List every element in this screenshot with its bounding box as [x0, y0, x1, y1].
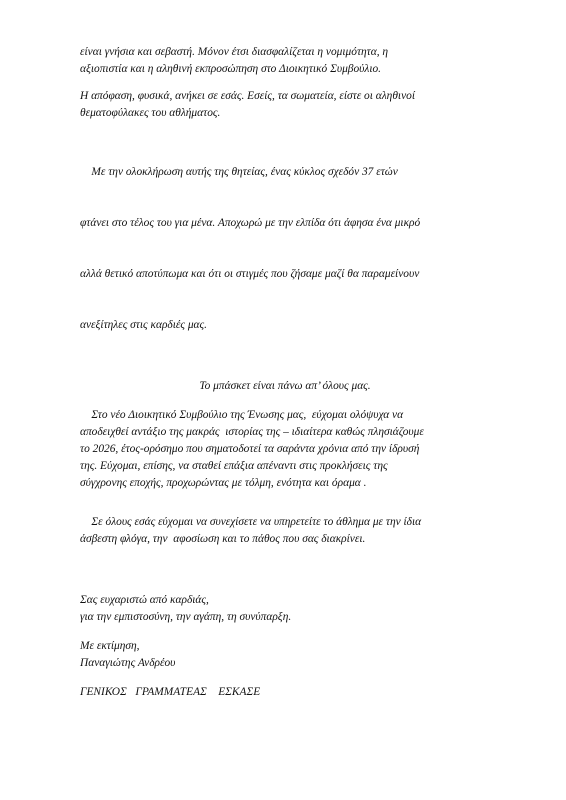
text-line: σύγχρονης εποχής, προχωρώντας με τόλμη, ενότητα και όραμα .	[80, 477, 367, 489]
spacer	[80, 558, 490, 592]
text-line: Στο νέο Διοικητικό Συμβούλιο της Ένωσης μας, εύχομαι ολόψυχα να	[80, 409, 404, 421]
text-line: Η απόφαση, φυσικά, ανήκει σε εσάς. Εσείς, τα σωματεία, είστε οι αληθινοί	[80, 90, 416, 102]
text-line: θεματοφύλακες του αθλήματος.	[80, 107, 221, 119]
text-line: Το μπάσκετ είναι πάνω απ’ όλους μας.	[199, 380, 371, 392]
signature	[80, 638, 490, 672]
thanks	[80, 592, 490, 626]
paragraph-decision	[80, 88, 490, 122]
text-line: αποδειχθεί αντάξιο της μακράς ιστορίας της – ιδιαίτερα καθώς πλησιάζουμε	[80, 426, 424, 438]
text-line: Σε όλους εσάς εύχομαι να συνεχίσετε να υπηρετείτε το άθλημα με την ίδια	[80, 516, 422, 528]
paragraph-motto	[80, 378, 490, 395]
paragraph-wishes	[80, 514, 490, 548]
text-line: της. Εύχομαι, επίσης, να σταθεί επάξια απέναντι στις προκλήσεις της	[80, 460, 388, 472]
text-line: φτάνει στο τέλος του για μένα. Αποχωρώ με την ελπίδα ότι άφησα ένα μικρό	[80, 217, 421, 229]
text-line: αλλά θετικό αποτύπωμα και ότι οι στιγμές που ζήσαμε μαζί θα παραμείνουν	[80, 268, 420, 280]
text-line: είναι γνήσια και σεβαστή. Μόνον έτσι διασφαλίζεται η νομιμότητα, η	[80, 46, 389, 58]
paragraph-new-board	[80, 407, 490, 492]
text-line: το 2026, έτος-ορόσημο που σηματοδοτεί τα σαράντα χρόνια από την ίδρυσή	[80, 443, 420, 455]
signatory-title-block	[80, 684, 490, 701]
text-line: Με την ολοκλήρωση αυτής της θητείας, ένας κύκλος σχεδόν 37 ετών	[80, 166, 398, 178]
letter-page	[80, 44, 490, 711]
signatory-name: Παναγιώτης Ανδρέου	[80, 657, 176, 669]
signatory-title: ΓΕΝΙΚΟΣ ΓΡΑΜΜΑΤΕΑΣ ΕΣΚΑΣΕ	[80, 686, 261, 698]
thanks-line: για την εμπιστοσύνη, την αγάπη, τη συνύπαρξη.	[80, 611, 292, 623]
thanks-line: Σας ευχαριστώ από καρδιάς,	[80, 594, 209, 606]
paragraph-term-completion	[80, 130, 490, 368]
closing-block	[80, 592, 490, 701]
text-line: αξιοπιστία και η αληθινή εκπροσώπηση στο Διοικητικό Συμβούλιο.	[80, 63, 382, 75]
text-line: ανεξίτηλες στις καρδιές μας.	[80, 319, 208, 331]
regards-text: Με εκτίμηση,	[80, 640, 140, 652]
paragraph-legitimacy	[80, 44, 490, 78]
text-line: άσβεστη φλόγα, την αφοσίωση και το πάθος που σας διακρίνει.	[80, 533, 366, 545]
